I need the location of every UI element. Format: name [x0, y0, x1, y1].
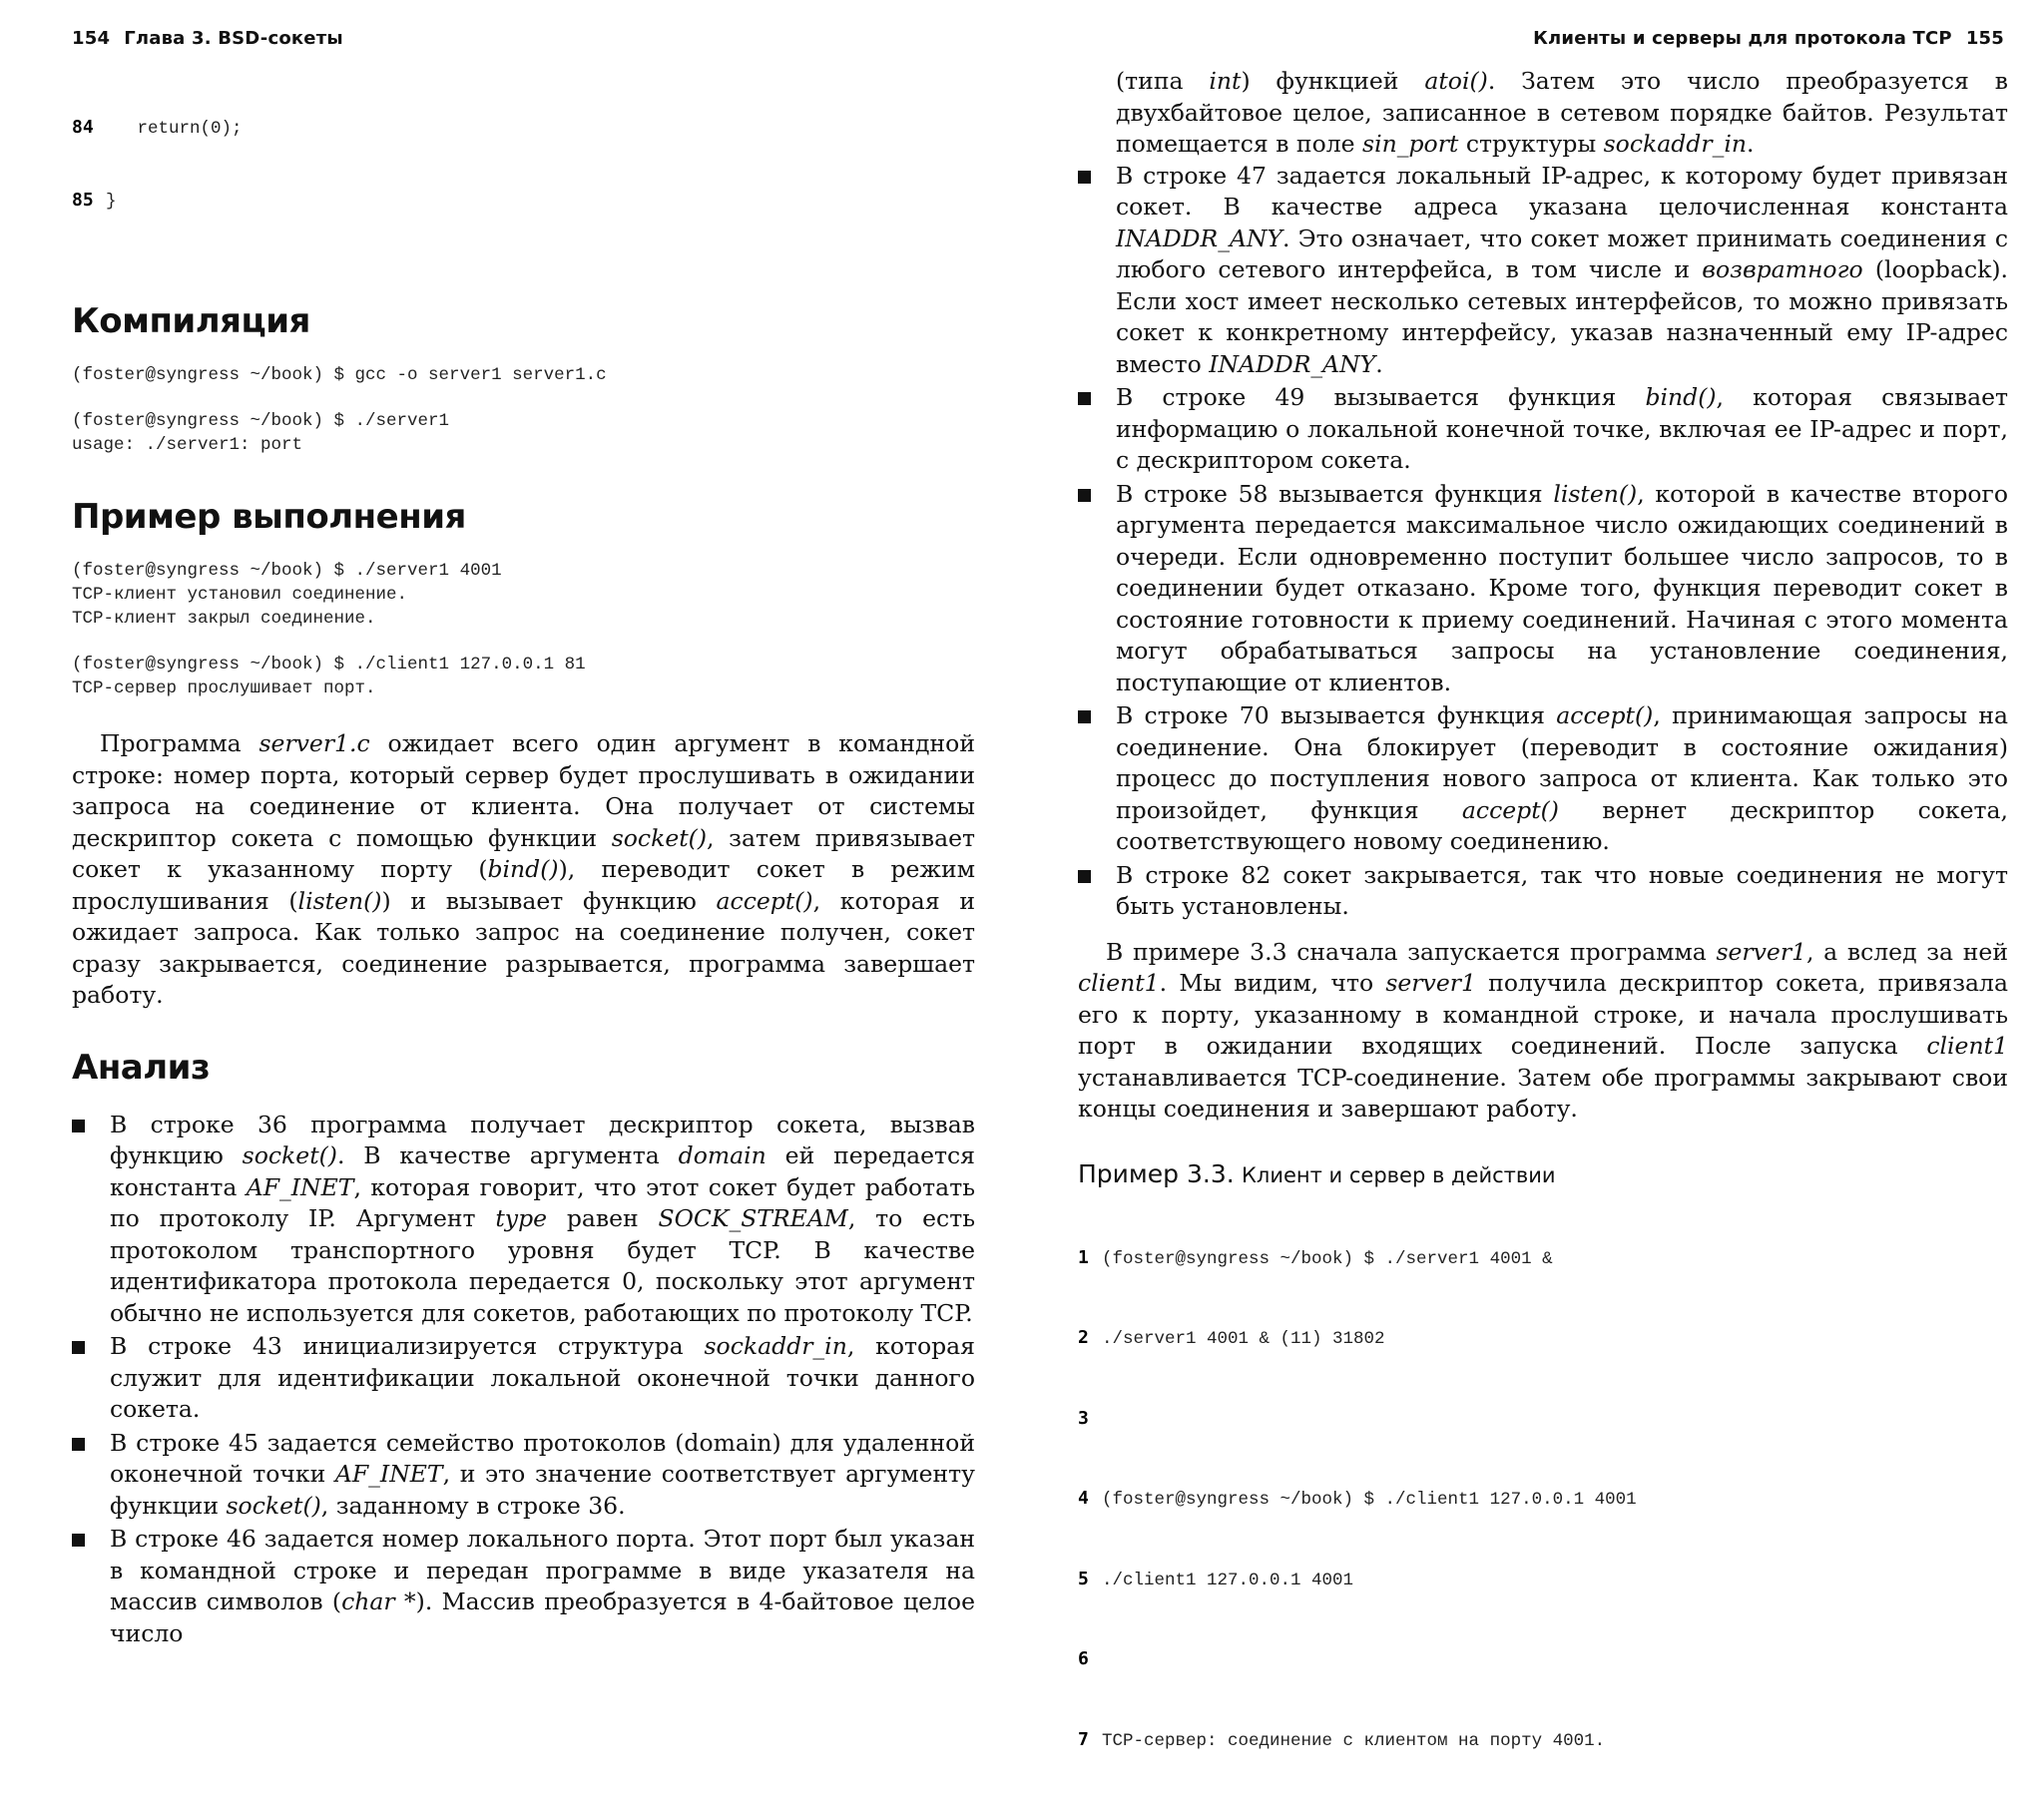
bullet-square-icon — [72, 1120, 85, 1132]
bullet-square-icon — [1078, 392, 1091, 405]
bullet-square-icon — [1078, 710, 1091, 723]
chapter-title: Глава 3. BSD-сокеты — [124, 28, 343, 49]
italic-term: socket() — [226, 1492, 320, 1520]
italic-term: listen() — [1553, 480, 1637, 508]
bullet-square-icon — [1078, 870, 1091, 883]
italic-term: socket() — [612, 824, 707, 852]
run-client-output: (foster@syngress ~/book) $ ./client1 127.0.0.1 81 TCP-сервер прослушивает порт. — [72, 653, 975, 700]
example-label: Пример 3.3. — [1078, 1159, 1235, 1188]
list-item: В строке 70 вызывается функция accept(), принимающая запросы на соединение. Она блокирует (переводит в состояние ожидания) процесс до поступления нового запроса от клиента. Как только это произойдет, функция accept() вернет дескриптор сокета, соответствующего новому соединению. — [1078, 700, 2008, 858]
list-item: В строке 58 вызывается функция listen(), которой в качестве второго аргумента передается максимальное число ожидающих соединений в очереди. Если одновременно поступит большее число запросов, то в соединении будет отказано. Кроме того, функция переводит сокет в состояние готовности к приему соединений. Начиная с этого момента могут обрабатываться запросы на установление соединения, поступающие от клиентов. — [1078, 479, 2008, 699]
summary-paragraph: В примере 3.3 сначала запускается программа server1, а вслед за ней client1. Мы видим, что server1 получила дескриптор сокета, привязала его к порту, указанному в командной строке, и начала прослушивать порт в ожидании входящих соединений. После запуска client1 устанавливается TCP-соединение. Затем обе программы закрывают свои концы соединения и завершают работу. — [1078, 937, 2008, 1126]
compile-usage-output: (foster@syngress ~/book) $ ./server1 usage: ./server1: port — [72, 409, 975, 457]
bullet-square-icon — [72, 1341, 85, 1354]
analysis-list — [72, 1110, 975, 1650]
list-item: В строке 82 сокет закрывается, так что новые соединения не могут быть установлены. — [1078, 860, 2008, 923]
code-listing-end — [72, 68, 975, 261]
code-line: 7 TCP-сервер: соединение с клиентом на порту 4001. — [1078, 1727, 2008, 1755]
continuation-paragraph: (типа int) функцией atoi(). Затем это число преобразуется в двухбайтовое целое, записанное в сетевом порядке байтов. Результат помещается в поле sin_port структуры sockaddr_in. — [1078, 66, 2008, 161]
italic-term: INADDR_ANY — [1209, 350, 1375, 378]
page-number-right: 155 — [1966, 28, 2004, 49]
list-item: В строке 46 задается номер локального порта. Этот порт был указан в командной строке и передан программе в виде указателя на массив символов (char *). Массив преобразуется в 4-байтовое целое число — [72, 1524, 975, 1649]
italic-term: AF_INET — [335, 1460, 443, 1488]
italic-term: bind() — [487, 855, 558, 883]
list-item: В строке 36 программа получает дескриптор сокета, вызвав функцию socket(). В качестве аргумента domain ей передается константа AF_INET, которая говорит, что этот сокет будет работать по протоколу IP. Аргумент type равен SOCK_STREAM, то есть протоколом транспортного уровня будет TCP. В качестве идентификатора протокола передается 0, поскольку этот аргумент обычно не используется для сокетов, работающих по протоколу TCP. — [72, 1110, 975, 1330]
code-line: 6 — [1078, 1646, 2008, 1674]
code-line: 3 — [1078, 1406, 2008, 1434]
heading-compile: Компиляция — [72, 301, 975, 341]
running-header-right — [1533, 28, 2004, 49]
italic-term: server1 — [1716, 938, 1806, 966]
code-line: 2 ./server1 4001 & (11) 31802 — [1078, 1325, 2008, 1353]
italic-term: server1 — [1385, 969, 1476, 997]
list-item: В строке 43 инициализируется структура sockaddr_in, которая служит для идентификации локальной оконечной точки данного сокета. — [72, 1331, 975, 1426]
italic-term: client1 — [1078, 969, 1160, 997]
italic-term: socket() — [243, 1141, 337, 1169]
italic-term: sockaddr_in — [1604, 130, 1747, 158]
heading-analysis: Анализ — [72, 1048, 975, 1088]
italic-term: INADDR_ANY — [1116, 225, 1282, 252]
example-caption — [1078, 1159, 2008, 1188]
italic-term: AF_INET — [247, 1173, 354, 1201]
code-line: 5 ./client1 127.0.0.1 4001 — [1078, 1567, 2008, 1594]
italic-term: atoi() — [1424, 67, 1487, 95]
italic-term: sockaddr_in — [704, 1332, 846, 1360]
italic-term: server1.c — [258, 729, 369, 757]
heading-run-example: Пример выполнения — [72, 497, 975, 537]
code-line: 1 (foster@syngress ~/book) $ ./server1 4001 & — [1078, 1245, 2008, 1273]
italic-term: int — [1209, 67, 1241, 95]
code-line: 4 (foster@syngress ~/book) $ ./client1 127.0.0.1 4001 — [1078, 1486, 2008, 1514]
italic-term: accept() — [1462, 796, 1559, 824]
section-title: Клиенты и серверы для протокола TCP — [1533, 28, 1952, 49]
italic-term: type — [495, 1204, 547, 1232]
italic-term: char * — [341, 1587, 416, 1615]
right-column — [1078, 66, 2008, 1807]
list-item: В строке 45 задается семейство протоколов (domain) для удаленной оконечной точки AF_INET, и это значение соответствует аргументу функции socket(), заданному в строке 36. — [72, 1428, 975, 1523]
running-header-left — [72, 28, 343, 49]
italic-term: listen() — [298, 887, 382, 915]
italic-term: SOCK_STREAM — [659, 1204, 848, 1232]
code-line: 84 return(0); — [72, 116, 975, 141]
left-column — [72, 68, 975, 1651]
bullet-square-icon — [1078, 489, 1091, 502]
compile-command: (foster@syngress ~/book) $ gcc -o server1 server1.c — [72, 363, 975, 387]
italic-term: accept() — [1556, 701, 1653, 729]
bullet-square-icon — [72, 1534, 85, 1547]
example-title: Клиент и сервер в действии — [1242, 1163, 1556, 1187]
italic-term: bind() — [1645, 383, 1716, 411]
code-line: 85 } — [72, 189, 975, 214]
italic-term: возвратного — [1702, 255, 1862, 283]
italic-term: domain — [679, 1141, 766, 1169]
right-page — [1022, 0, 2044, 1444]
italic-term: accept() — [717, 887, 813, 915]
italic-term: sin_port — [1362, 130, 1458, 158]
left-page — [0, 0, 1008, 1444]
intro-paragraph: Программа server1.c ожидает всего один аргумент в командной строке: номер порта, который сервер будет прослушивать в ожидании запроса на соединение от клиента. Она получает от системы дескриптор сокета с помощью функции socket(), затем привязывает сокет к указанному порту (bind()), переводит сокет в режим прослушивания (listen()) и вызывает функцию accept(), которая и ожидает запроса. Как только запрос на соединение получен, сокет сразу закрывается, соединение разрывается, программа завершает работу. — [72, 728, 975, 1012]
analysis-list-continued — [1078, 161, 2008, 923]
italic-term: client1 — [1926, 1032, 2008, 1060]
bullet-square-icon — [1078, 171, 1091, 184]
list-item: В строке 49 вызывается функция bind(), которая связывает информацию о локальной конечной точке, включая ее IP-адрес и порт, с дескриптором сокета. — [1078, 382, 2008, 477]
list-item: В строке 47 задается локальный IP-адрес, к которому будет привязан сокет. В качестве адреса указана целочисленная константа INADDR_ANY. Это означает, что сокет может принимать соединения с любого сетевого интерфейса, в том числе и возвратного (loopback). Если хост имеет несколько сетевых интерфейсов, то можно привязать сокет к конкретному интерфейсу, указав назначенный ему IP-адрес вместо INADDR_ANY. — [1078, 161, 2008, 381]
bullet-square-icon — [72, 1438, 85, 1451]
example-listing — [1078, 1192, 2008, 1807]
page-number-left: 154 — [72, 28, 110, 49]
run-server-output: (foster@syngress ~/book) $ ./server1 4001 TCP-клиент установил соединение. TCP-клиент закрыл соединение. — [72, 559, 975, 631]
